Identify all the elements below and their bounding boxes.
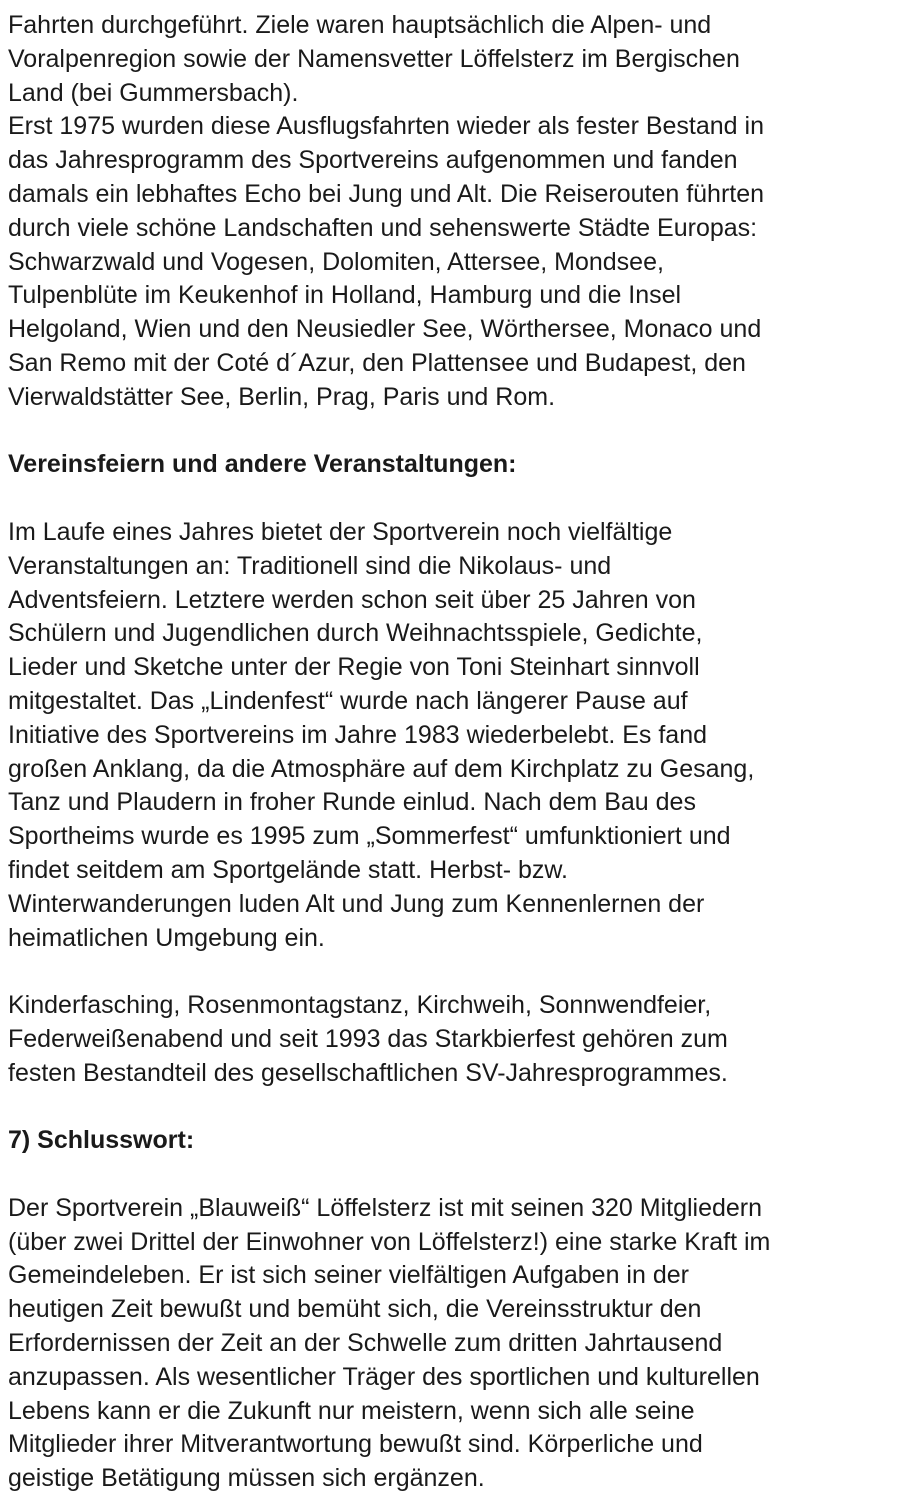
text-line: Lebens kann er die Zukunft nur meistern, wenn sich alle seine (8, 1396, 695, 1425)
spacer (8, 482, 908, 516)
text-line: durch viele schöne Landschaften und sehenswerte Städte Europas: (8, 213, 758, 242)
text-line: Adventsfeiern. Letztere werden schon seit über 25 Jahren von (8, 585, 696, 614)
text-line: Land (bei Gummersbach). (8, 78, 299, 107)
spacer (8, 415, 908, 449)
text-line: Fahrten durchgeführt. Ziele waren hauptsächlich die Alpen- und (8, 11, 712, 39)
document-page (8, 9, 908, 1496)
text-line: Im Laufe eines Jahres bietet der Sportverein noch vielfältige (8, 517, 673, 546)
text-line: anzupassen. Als wesentlicher Träger des sportlichen und kulturellen (8, 1362, 760, 1391)
text-line: Erst 1975 wurden diese Ausflugsfahrten wieder als fester Bestand in (8, 112, 764, 141)
spacer (8, 1091, 908, 1125)
text-line: Der Sportverein „Blauweiß“ Löffelsterz ist mit seinen 320 Mitgliedern (8, 1193, 763, 1222)
text-line: geistige Betätigung müssen sich ergänzen. (8, 1464, 485, 1493)
text-line: Gemeindeleben. Er ist sich seiner vielfältigen Aufgaben in der (8, 1261, 689, 1290)
text-line: Veranstaltungen an: Traditionell sind die Nikolaus- und (8, 551, 612, 580)
text-line: festen Bestandteil des gesellschaftlichen SV-Jahresprogrammes. (8, 1058, 728, 1087)
text-line: Initiative des Sportvereins im Jahre 1983 wiederbelebt. Es fand (8, 720, 707, 749)
paragraph-festivities (8, 989, 908, 1090)
text-line: San Remo mit der Coté d´Azur, den Plattensee und Budapest, den (8, 348, 746, 377)
text-line: Federweißenabend und seit 1993 das Starkbierfest gehören zum (8, 1024, 728, 1053)
text-line: (über zwei Drittel der Einwohner von Löffelsterz!) eine starke Kraft im (8, 1227, 771, 1256)
spacer (8, 1158, 908, 1192)
text-line: Tulpenblüte im Keukenhof in Holland, Hamburg und die Insel (8, 281, 682, 310)
text-line: mitgestaltet. Das „Lindenfest“ wurde nach längerer Pause auf (8, 686, 688, 715)
text-line: Kinderfasching, Rosenmontagstanz, Kirchweih, Sonnwendfeier, (8, 991, 712, 1020)
text-line: Lieder und Sketche unter der Regie von Toni Steinhart sinnvoll (8, 653, 700, 682)
text-line: Schülern und Jugendlichen durch Weihnachtsspiele, Gedichte, (8, 619, 703, 648)
text-line: Tanz und Plaudern in froher Runde einlud. Nach dem Bau des (8, 788, 696, 817)
text-line: Sportheims wurde es 1995 zum „Sommerfest“ umfunktioniert und (8, 822, 731, 851)
paragraph-events (8, 516, 908, 955)
text-line: Voralpenregion sowie der Namensvetter Löffelsterz im Bergischen (8, 44, 740, 73)
text-line: heutigen Zeit bewußt und bemüht sich, die Vereinsstruktur den (8, 1295, 702, 1324)
text-line: heimatlichen Umgebung ein. (8, 923, 325, 952)
text-line: findet seitdem am Sportgelände statt. Herbst- bzw. (8, 855, 568, 884)
text-line: Erfordernissen der Zeit an der Schwelle zum dritten Jahrtausend (8, 1329, 723, 1358)
section-heading-events: Vereinsfeiern und andere Veranstaltungen: (8, 450, 517, 479)
text-line: Vierwaldstätter See, Berlin, Prag, Paris und Rom. (8, 382, 556, 411)
paragraph-closing (8, 1192, 908, 1496)
spacer (8, 955, 908, 989)
paragraph-excursions (8, 9, 908, 415)
text-line: Helgoland, Wien und den Neusiedler See, Wörthersee, Monaco und (8, 315, 762, 344)
section-heading-closing: 7) Schlusswort: (8, 1126, 195, 1155)
text-line: Winterwanderungen luden Alt und Jung zum Kennenlernen der (8, 889, 705, 918)
text-line: großen Anklang, da die Atmosphäre auf dem Kirchplatz zu Gesang, (8, 754, 755, 783)
text-line: Mitglieder ihrer Mitverantwortung bewußt sind. Körperliche und (8, 1430, 703, 1459)
text-line: damals ein lebhaftes Echo bei Jung und Alt. Die Reiserouten führten (8, 179, 765, 208)
text-line: das Jahresprogramm des Sportvereins aufgenommen und fanden (8, 146, 738, 175)
text-line: Schwarzwald und Vogesen, Dolomiten, Attersee, Mondsee, (8, 247, 664, 276)
